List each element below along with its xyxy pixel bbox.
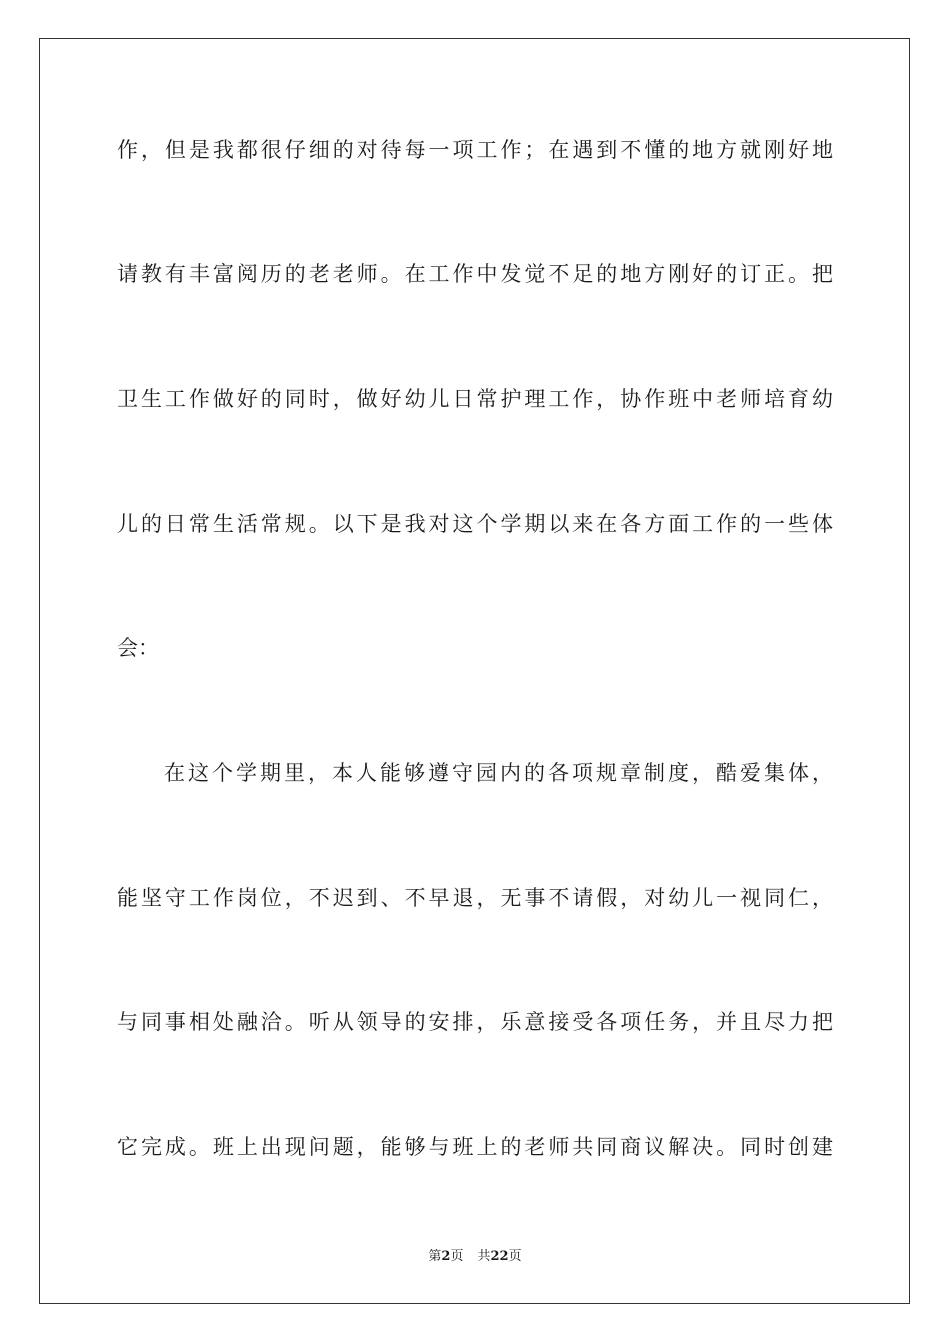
footer-page-number: 2 [441,1249,451,1264]
page-footer [0,1248,950,1266]
text-line-6: 在这个学期里，本人能够遵守园内的各项规章制度，酷爱集体， [164,761,833,785]
footer-page-suffix: 页 [450,1249,464,1264]
footer-page-prefix: 第 [428,1249,442,1264]
footer-total-pages: 22 [490,1249,509,1264]
text-line-3: 卫生工作做好的同时，做好幼儿日常护理工作，协作班中老师培育幼 [117,387,833,411]
text-line-2: 请教有丰富阅历的老老师。在工作中发觉不足的地方刚好的订正。把 [117,262,833,286]
text-line-1: 作，但是我都很仔细的对待每一项工作；在遇到不懂的地方就刚好地 [117,138,833,162]
text-line-8: 与同事相处融洽。听从领导的安排，乐意接受各项任务，并且尽力把 [117,1010,833,1034]
text-line-9: 它完成。班上出现问题，能够与班上的老师共同商议解决。同时创建 [117,1135,833,1159]
text-line-5: 会： [117,636,159,660]
text-line-7: 能坚守工作岗位，不迟到、不早退，无事不请假，对幼儿一视同仁， [117,886,833,910]
text-line-4: 儿的日常生活常规。以下是我对这个学期以来在各方面工作的一些体 [117,512,833,536]
footer-total-suffix: 页 [508,1249,522,1264]
footer-total-prefix: 共 [477,1249,491,1264]
page-border [39,38,910,1304]
